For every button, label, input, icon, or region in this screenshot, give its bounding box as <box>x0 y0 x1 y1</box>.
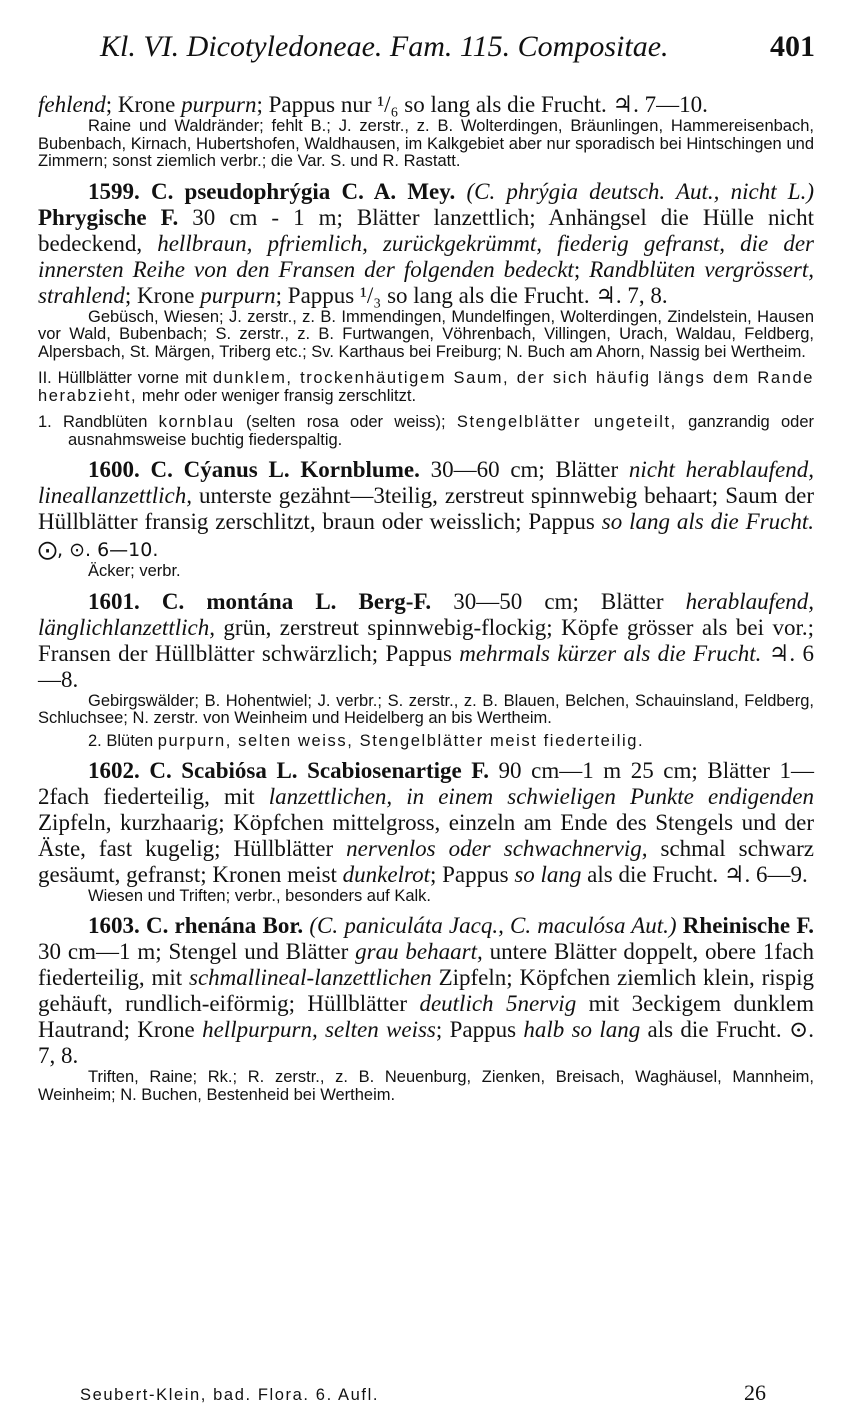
locality-1599: Gebüsch, Wiesen; J. zerstr., z. B. Immendingen, Mundelfingen, Wolterdingen, Zindelstein, Hausen vor Wald, Bubenbach; S. zerstr., z. B. Furtwangen, Vöhrenbach, Villingen, Urach, Waldau, Feldberg, Alpersbach, St. Märgen, Triberg etc.; Sv. Karthaus bei Freiburg; N. Buch am Ahorn, Nassig bei Wertheim. <box>38 307 814 361</box>
species-name: C. pseudophrýgia C. A. Mey. <box>150 178 456 204</box>
description-italic: halb so lang <box>523 1017 641 1042</box>
description-text: als die Frucht. ⊙. 7, 8. <box>38 1017 814 1068</box>
description-italic: schmallineal-lanzettlichen <box>189 965 432 990</box>
species-entry-1601 <box>38 589 814 693</box>
key-label: 2. Blüten <box>88 731 154 750</box>
description-text: unterste gezähnt—3teilig, zerstreut spinnwebig behaart; Saum der Hüllblätter fransig zerschlitzt, braun oder weisslich; Pappus <box>38 483 814 534</box>
key-label: II. Hüllblätter vorne mit <box>38 369 207 387</box>
common-name: Rheinische F. <box>682 913 815 938</box>
footer-source: Seubert-Klein, bad. Flora. 6. Aufl. <box>80 1386 380 1404</box>
locality-1600: Äcker; verbr. <box>88 562 181 580</box>
species-name: C. rhenána Bor. <box>145 913 304 938</box>
intro-ital-c: purpurn <box>181 92 257 117</box>
description-text: 30—60 cm; Blätter <box>419 457 629 482</box>
description-italic: purpurn <box>200 282 276 308</box>
species-number: 1603. <box>88 913 140 938</box>
key-heading-1 <box>38 413 814 449</box>
intro-text-b: ; Krone <box>105 92 182 117</box>
key-text: mehr oder weniger fransig zerschlitzt. <box>137 387 417 405</box>
species-number: 1601. <box>88 588 140 614</box>
description-text: untere Blätter doppelt, obere 1fach fiederteilig, mit <box>38 939 814 990</box>
description-italic: hellpurpurn, selten weiss <box>202 1017 436 1042</box>
description-italic: so lang als die Frucht. <box>601 509 814 534</box>
species-synonym: (C. phrýgia deutsch. Aut., nicht L.) <box>466 178 815 204</box>
species-number: 1602. <box>88 757 140 783</box>
description-text: 30 cm—1 m; Stengel und Blätter <box>38 939 356 964</box>
description-text: mit 3eckigem dunklem Hautrand; Krone <box>38 991 814 1042</box>
species-entry-1599 <box>38 179 814 309</box>
key-label: 1. Randblüten <box>38 413 148 431</box>
key-spaced-text: Stengelblätter ungeteilt, <box>456 413 677 431</box>
intro-text-d: ; Pappus nur ¹/₆ so lang als die Frucht. ♃. 7—10. <box>256 92 708 117</box>
key-spaced-text: kornblau <box>158 413 235 431</box>
intro-paragraph <box>38 92 814 118</box>
description-text: Zipfeln; Köpfchen ziemlich klein, rispig gehäuft, rundlich-eiförmig; Hüllblätter <box>38 965 814 1016</box>
description-text: ; <box>573 256 590 282</box>
description-text: 30 cm - 1 m; Blätter lanzettlich; Anhängsel die Hülle nicht bedeckend, <box>38 204 814 256</box>
species-name: C. montána L. <box>161 588 337 614</box>
key-heading-2 <box>38 732 814 750</box>
key-spaced-text: dunklem, trockenhäutigem Saum, der sich häufig längs dem Rande herabzieht, <box>38 369 815 405</box>
description-italic: grau behaart, <box>355 939 483 964</box>
description-text: schmal schwarz gesäumt, gefranst; Kronen meist <box>38 835 814 887</box>
header-title: Kl. VI. Dicotyledoneae. Fam. 115. Compositae. <box>100 30 669 63</box>
species-entry-1603 <box>38 913 814 1069</box>
description-text: ; Pappus <box>435 1017 524 1042</box>
species-name: C. Cýanus L. <box>150 457 290 482</box>
main-text <box>38 92 814 1104</box>
description-italic: deutlich 5nervig <box>419 991 577 1016</box>
species-number: 1600. <box>88 457 140 482</box>
page-footer <box>80 1380 766 1406</box>
locality-1603: Triften, Raine; Rk.; R. zerstr., z. B. Neuenburg, Zienken, Breisach, Waghäusel, Mannheim, Weinheim; N. Buchen, Bestenheid bei Wertheim. <box>38 1068 814 1104</box>
locality-1602: Wiesen und Triften; verbr., besonders auf Kalk. <box>88 886 432 905</box>
description-text: 30—50 cm; Blätter <box>431 588 686 614</box>
key-heading-II <box>38 369 814 405</box>
species-entry-1602 <box>38 758 814 888</box>
description-text: ♃. 6—8. <box>38 640 815 692</box>
common-name: Kornblume. <box>300 457 420 482</box>
species-synonym: (C. paniculáta Jacq., C. maculósa Aut.) <box>309 913 677 938</box>
signature-mark: 26 <box>744 1380 766 1405</box>
description-italic: so lang <box>514 861 582 887</box>
key-text: (selten rosa oder weiss); <box>234 413 457 431</box>
key-spaced-text: purpurn, selten weiss, Stengelblätter meist fiederteilig. <box>157 731 645 750</box>
page-number: 401 <box>770 30 815 63</box>
description-italic: mehrmals kürzer als die Frucht. <box>459 640 762 666</box>
description-text: ; Pappus ¹/₃ so lang als die Frucht. ♃. 7, 8. <box>275 282 668 308</box>
description-text: ; Pappus <box>429 861 515 887</box>
description-text: Zipfeln, kurzhaarig; Köpfchen mittelgross, einzeln am Ende des Stengels und der Äste, fast kugelig; Hüllblätter <box>38 809 814 861</box>
running-header <box>100 30 815 64</box>
description-italic: nicht herablaufend, lineallanzettlich, <box>38 457 815 508</box>
key-text: ganzrandig oder ausnahmsweise buchtig fiederspaltig. <box>68 413 814 449</box>
intro-ital-a: fehlend <box>38 92 106 117</box>
common-name: Scabiosenartige F. <box>307 757 489 783</box>
common-name: Berg-F. <box>358 588 432 614</box>
description-text: grün, zerstreut spinnwebig-flockig; Köpfe grösser als bei vor.; Fransen der Hüllblätter schwärzlich; Pappus <box>38 614 814 666</box>
description-italic: dunkelrot <box>342 861 430 887</box>
description-italic: herablaufend, länglichlanzettlich, <box>38 588 815 640</box>
description-text: ; Krone <box>124 282 201 308</box>
description-italic: Randblüten vergrössert, strahlend <box>38 256 814 308</box>
description-text: 90 cm—1 m 25 cm; Blätter 1—2fach fiederteilig, mit <box>38 757 815 809</box>
description-italic: lanzettlichen, in einem schwieligen Punkte endigenden <box>268 783 814 809</box>
species-entry-1600 <box>38 457 814 563</box>
description-italic: hellbraun, pfriemlich, zurückgekrümmt, fiederig gefranst, die der innersten Reihe von den Fransen der folgenden bedeckt <box>38 230 814 282</box>
locality-1601: Gebirgswälder; B. Hohentwiel; J. verbr.; S. zerstr., z. B. Blauen, Belchen, Schauinsland, Feldberg, Schluchsee; N. zerstr. von Weinheim und Heidelberg an bis Wertheim. <box>38 691 814 727</box>
common-name: Phrygische F. <box>38 204 179 230</box>
description-italic: nervenlos oder schwachnervig, <box>346 835 648 861</box>
description-text: ⨀, ⊙. 6—10. <box>38 539 159 561</box>
species-number: 1599. <box>88 178 140 204</box>
description-text: als die Frucht. ♃. 6—9. <box>581 861 808 887</box>
intro-locality: Raine und Waldränder; fehlt B.; J. zerstr., z. B. Wolterdingen, Bräunlingen, Hammereisenbach, Bubenbach, Kirnach, Hubertshofen, Waldhausen, im Kalkgebiet aber nur sporadisch bei Hintschingen und Zimmern; sonst ziemlich verbr.; die Var. S. und R. Rastatt. <box>38 117 814 170</box>
species-name: C. Scabiósa L. <box>149 757 298 783</box>
